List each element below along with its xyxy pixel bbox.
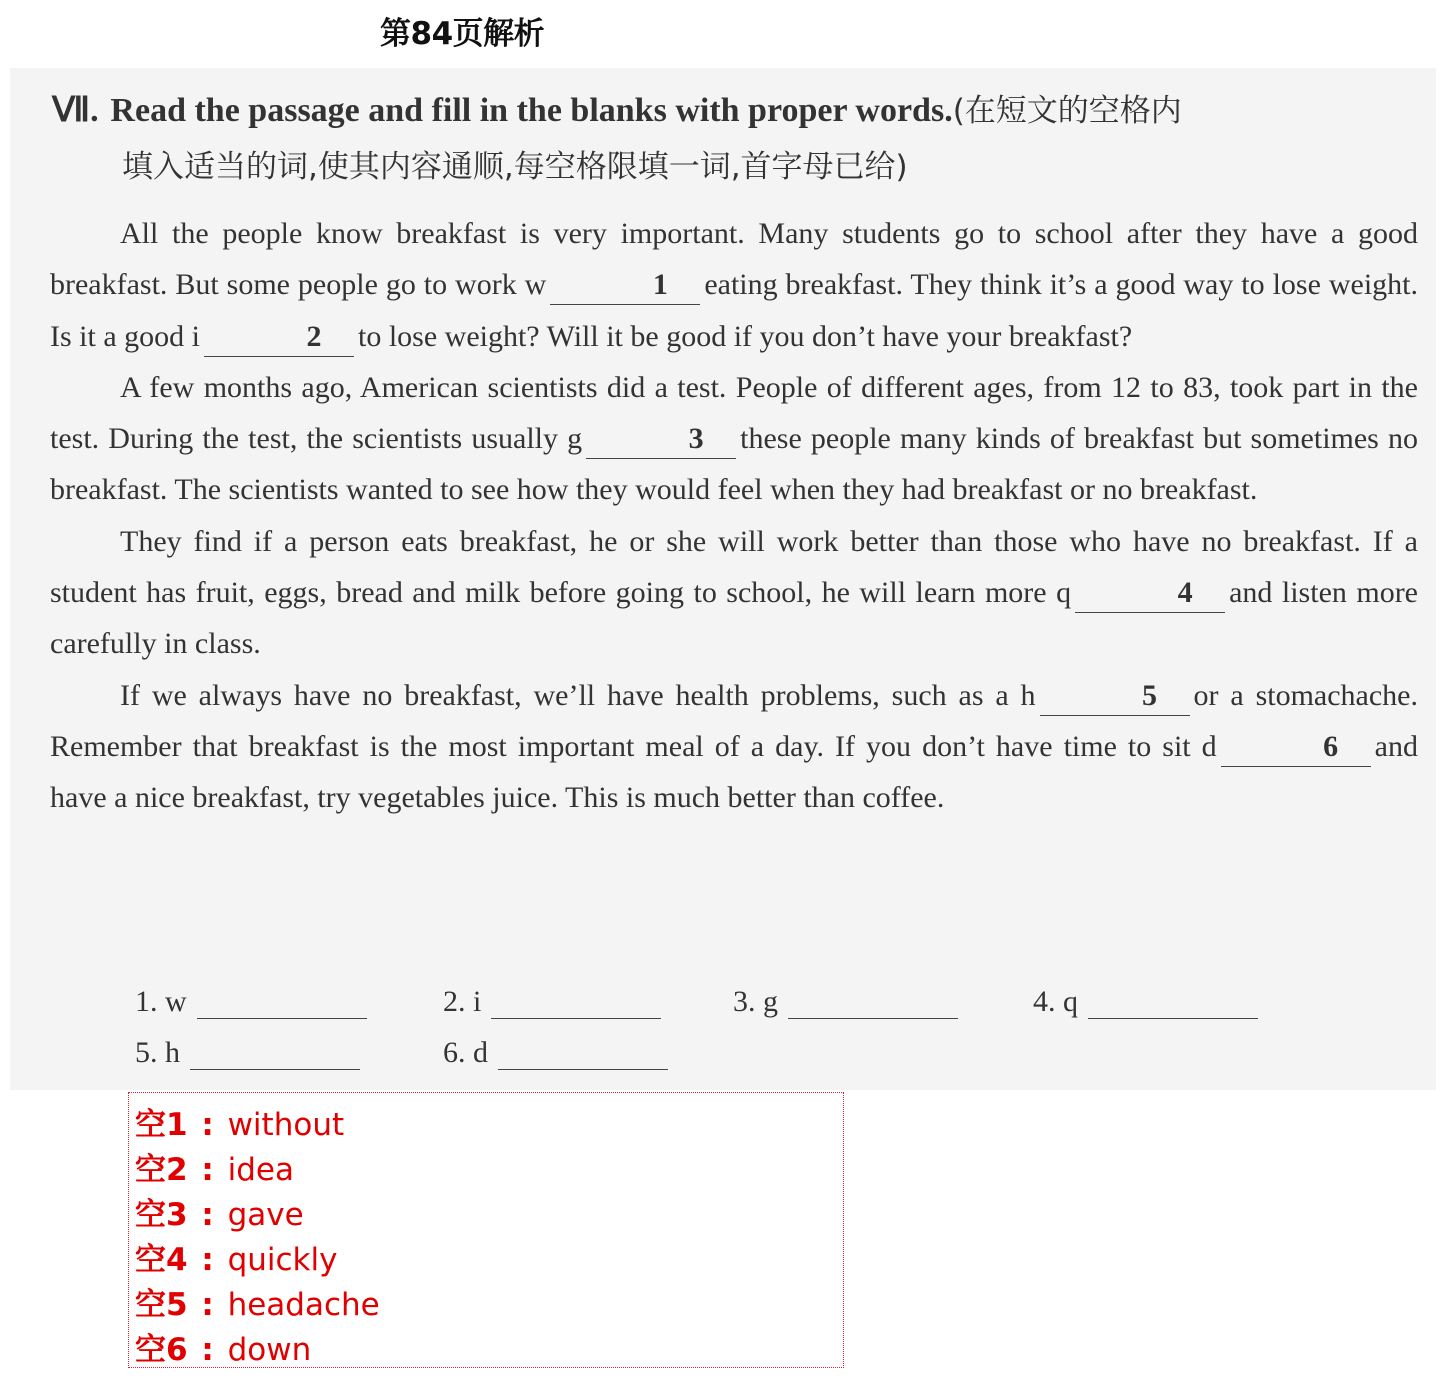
blank-4: 4 (1075, 574, 1225, 613)
answer-line-3 (733, 985, 958, 1019)
text-run: these people many kinds of breakfast but sometimes no breakfast. The scientists wanted to see how they would feel when they had breakfast or no breakfast. (50, 422, 1418, 507)
blank-3: 3 (586, 420, 736, 459)
answer-key-5: 空5 : headache (135, 1287, 380, 1323)
paragraph-2 (50, 362, 1418, 516)
answer-line-2 (443, 985, 661, 1019)
answer-key-label: 空4 (135, 1242, 188, 1278)
answer-line-label: 5. h (135, 1036, 180, 1069)
answer-underline (498, 1039, 668, 1070)
answer-key-3: 空3 : gave (135, 1197, 304, 1233)
section-instruction (52, 82, 1422, 195)
instruction-chinese-1: (在短文的空格内 (952, 93, 1182, 129)
answer-key-value: headache (227, 1287, 380, 1323)
answer-key-label: 空2 (135, 1152, 188, 1188)
answer-line-1 (135, 985, 367, 1019)
answer-line-label: 6. d (443, 1036, 488, 1069)
answer-key-value: down (227, 1332, 312, 1368)
text-run: They find if a person eats breakfast, he or she will work better than those who have no breakfast. If a student has fruit, eggs, bread and milk before going to school, he will learn more q (50, 524, 1418, 610)
answer-key-2: 空2 : idea (135, 1152, 294, 1188)
answer-underline (788, 988, 958, 1019)
answer-key-1: 空1 : without (135, 1107, 345, 1143)
blank-2: 2 (204, 318, 354, 357)
text-run: or a stomachache. Remember that breakfast is the most important meal of a day. If you don’t have time to sit d (50, 678, 1418, 763)
answer-key-value: idea (227, 1152, 294, 1188)
blank-5: 5 (1040, 677, 1190, 716)
answer-key-label: 空1 (135, 1107, 188, 1143)
answer-underline (491, 988, 661, 1019)
answer-line-label: 3. g (733, 985, 778, 1018)
blank-6: 6 (1221, 728, 1371, 767)
answer-underline (1088, 988, 1258, 1019)
answer-line-6 (443, 1036, 668, 1070)
text-run: and have a nice breakfast, try vegetables juice. This is much better than coffee. (50, 729, 1418, 815)
answer-line-4 (1033, 985, 1258, 1019)
answer-line-5 (135, 1036, 360, 1070)
page-title: 第84页解析 (380, 16, 545, 52)
answer-underline (190, 1039, 360, 1070)
answer-key-6: 空6 : down (135, 1332, 312, 1368)
answer-key-value: quickly (227, 1242, 338, 1278)
paragraph-4 (50, 670, 1418, 824)
answer-underline (197, 988, 367, 1019)
text-run: A few months ago, American scientists did a test. People of different ages, from 12 to 83, took part in the test. During the test, the scientists usually g (50, 370, 1418, 456)
answer-key-4: 空4 : quickly (135, 1242, 338, 1278)
answer-key-label: 空6 (135, 1332, 188, 1368)
answer-line-label: 2. i (443, 985, 482, 1018)
section-number: Ⅶ. (52, 92, 99, 129)
answer-key-value: without (227, 1107, 345, 1143)
answer-line-label: 4. q (1033, 985, 1078, 1018)
instruction-chinese-2: 填入适当的词,使其内容通顺,每空格限填一词,首字母已给) (122, 149, 908, 185)
text-run: If we always have no breakfast, we’ll have health problems, such as a h (120, 678, 1036, 712)
blank-1: 1 (550, 266, 700, 305)
paragraph-1 (50, 208, 1418, 362)
text-run: and listen more carefully in class. (50, 576, 1419, 661)
answer-line-label: 1. w (135, 985, 187, 1018)
instruction-english: Read the passage and fill in the blanks with proper words. (110, 92, 953, 129)
paragraph-3 (50, 516, 1418, 670)
answer-key-label: 空3 (135, 1197, 188, 1233)
text-run: eating breakfast. They think it’s a good way to lose weight. Is it a good i (50, 268, 1418, 353)
answer-key-value: gave (227, 1197, 304, 1233)
text-run: All the people know breakfast is very important. Many students go to school after they have a good breakfast. But some people go to work w (50, 217, 1418, 302)
text-run: to lose weight? Will it be good if you don’t have your breakfast? (358, 319, 1133, 353)
answer-key-label: 空5 (135, 1287, 188, 1323)
passage (50, 208, 1418, 824)
answer-key-box (128, 1092, 844, 1368)
